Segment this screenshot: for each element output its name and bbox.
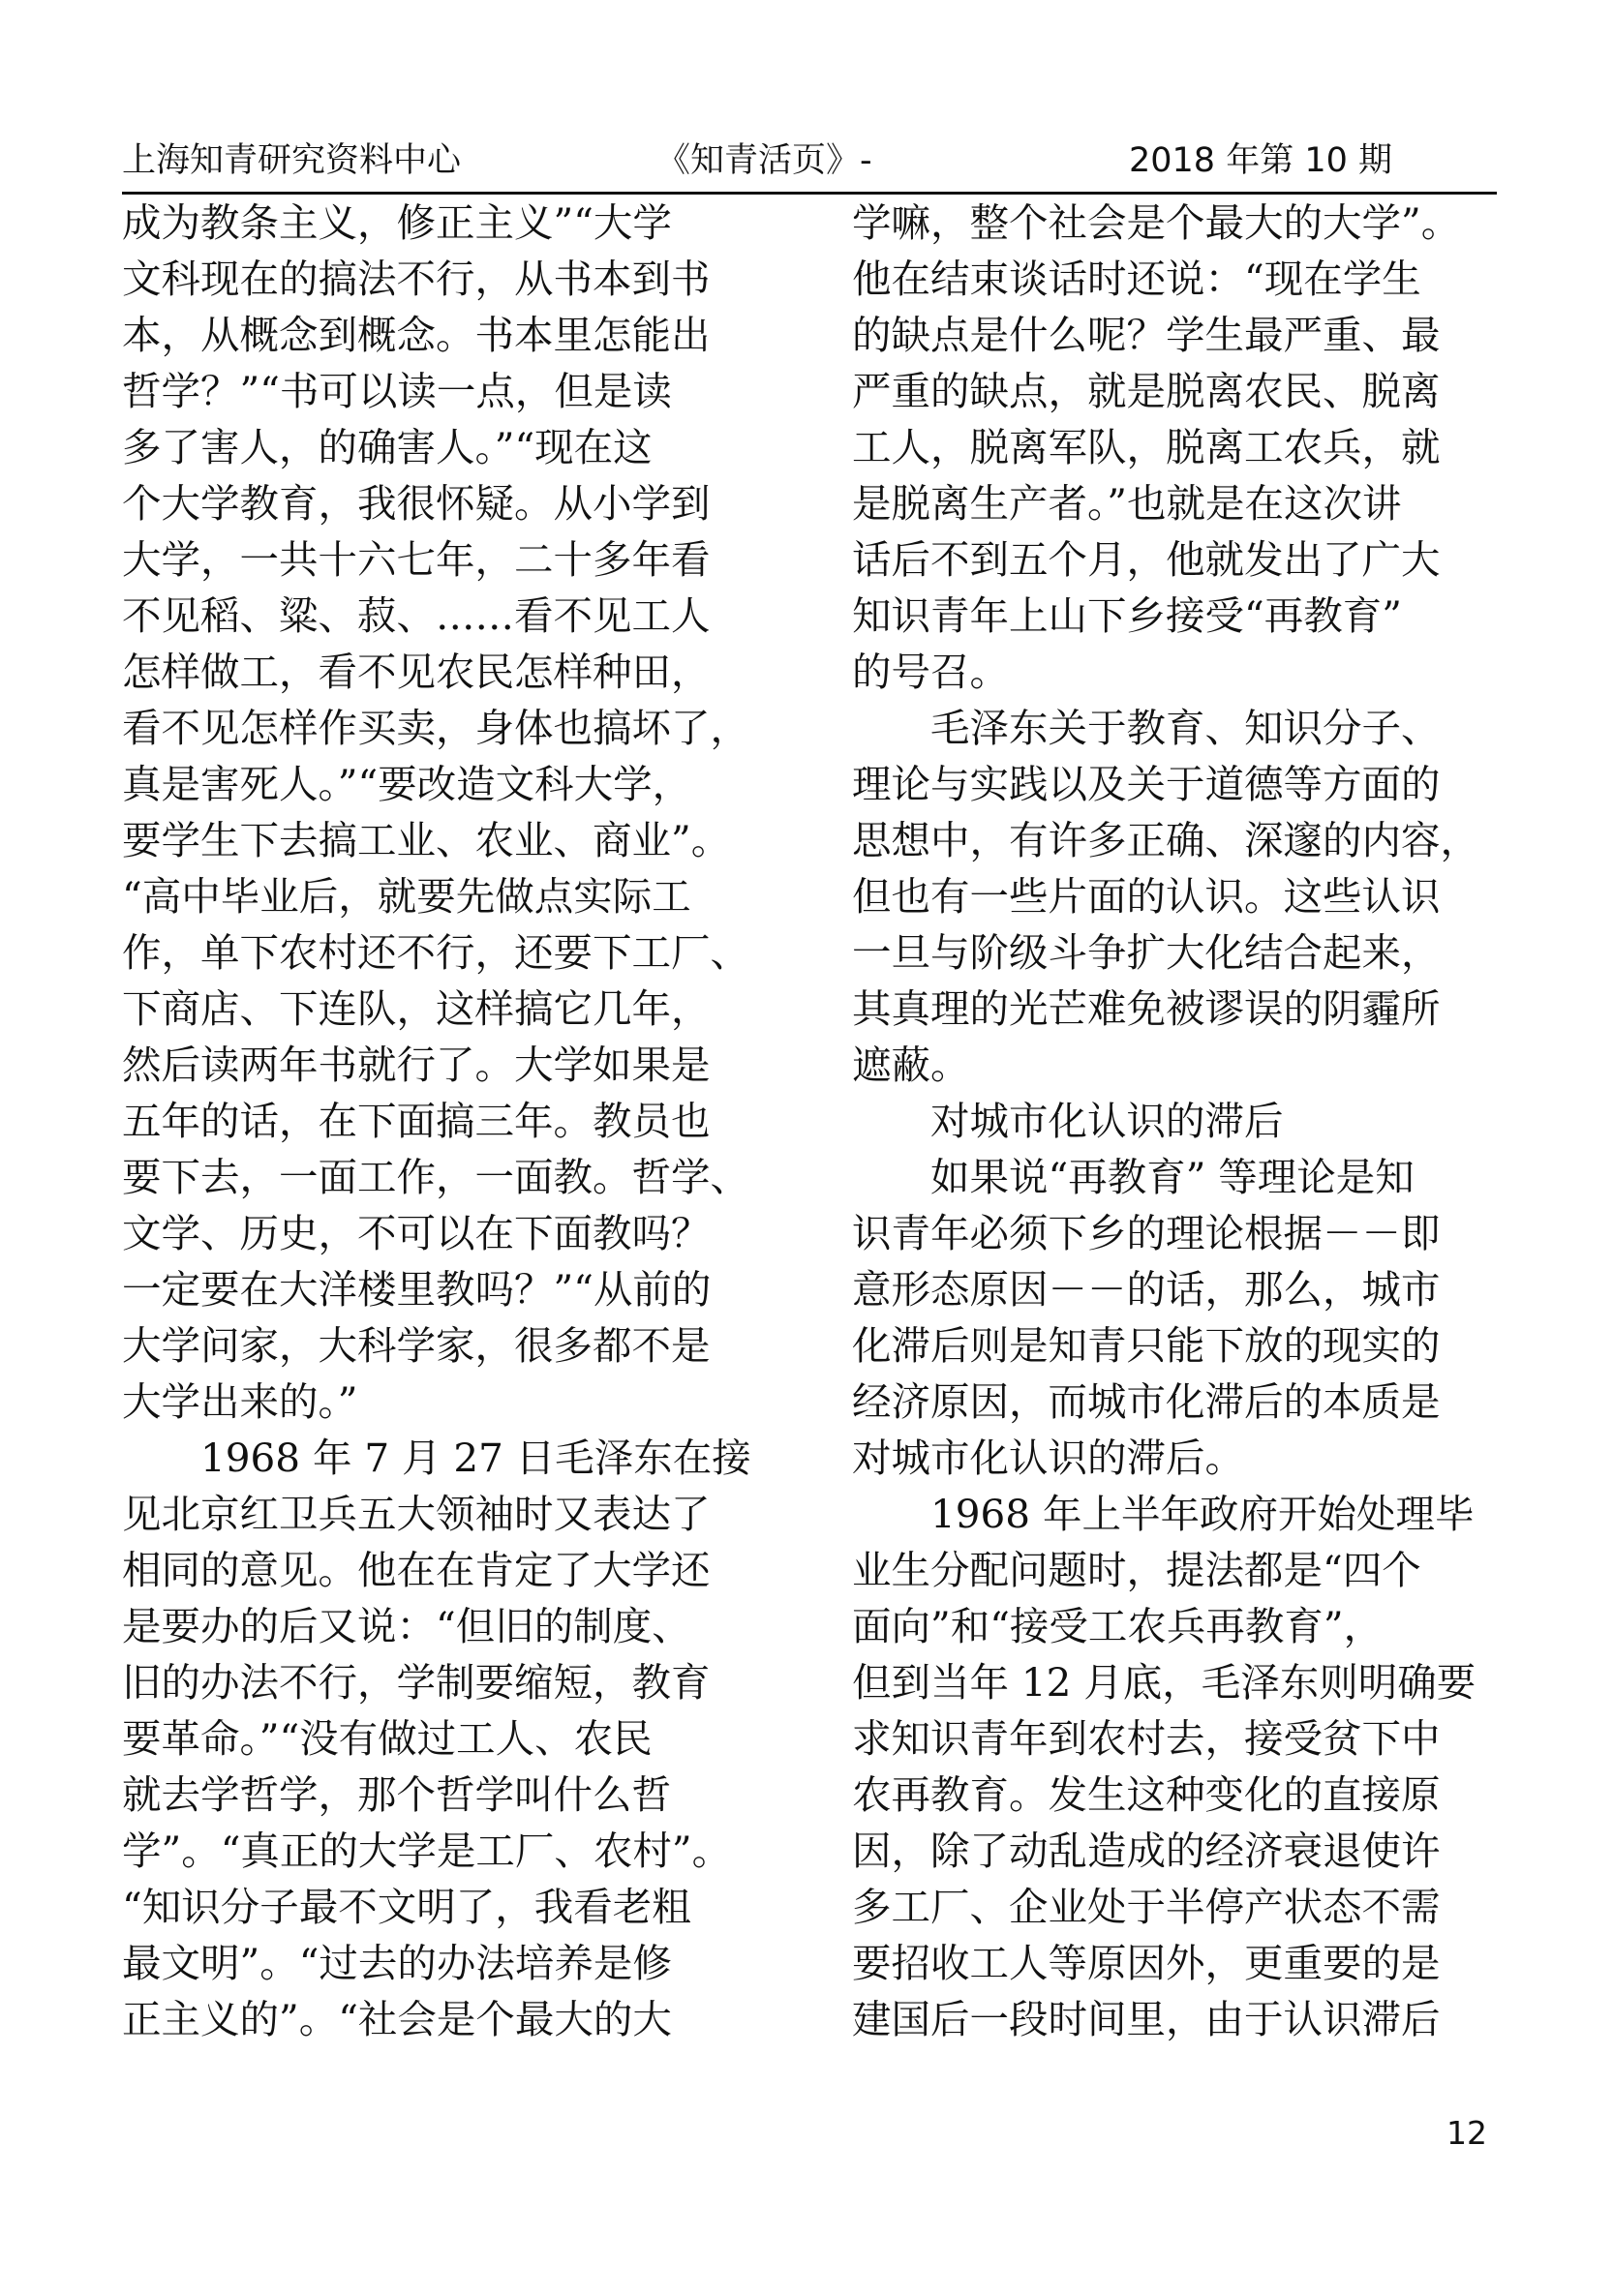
text-line: “高中毕业后，就要先做点实际工	[122, 873, 691, 920]
text-line: 多工厂、企业处于半停产状态不需	[852, 1884, 1441, 1930]
text-line: 不见稻、粱、菽、……看不见工人	[122, 592, 711, 639]
text-line: 严重的缺点，就是脱离农民、脱离	[852, 368, 1441, 414]
text-line: 其真理的光芒难免被谬误的阴霾所	[852, 985, 1441, 1032]
text-line: 正主义的”。“社会是个最大的大	[122, 1996, 672, 2042]
text-line: 要学生下去搞工业、农业、商业”。	[122, 817, 731, 863]
text-line: 见北京红卫兵五大领袖时又表达了	[122, 1491, 711, 1537]
text-line: 求知识青年到农村去，接受贫下中	[852, 1715, 1441, 1762]
text-line: 如果说“再教育” 等理论是知	[852, 1154, 1415, 1200]
text-line: 经济原因，而城市化滞后的本质是	[852, 1378, 1441, 1425]
text-line: 要下去，一面工作，一面教。哲学、	[122, 1154, 749, 1200]
text-line: 面向”和“接受工农兵再教育”，	[852, 1603, 1384, 1649]
text-line: 然后读两年书就行了。大学如果是	[122, 1042, 711, 1088]
text-line: 理论与实践以及关于道德等方面的	[852, 761, 1441, 807]
right-text-column	[852, 195, 1499, 2047]
text-line: 毛泽东关于教育、知识分子、	[852, 705, 1441, 751]
text-line: 学”。“真正的大学是工厂、农村”。	[122, 1828, 732, 1874]
text-line: 大学，一共十六七年，二十多年看	[122, 536, 711, 583]
text-line: 他在结束谈话时还说：“现在学生	[852, 256, 1421, 302]
text-line: 最文明”。“过去的办法培养是修	[122, 1940, 672, 1986]
header-organization: 上海知青研究资料中心	[122, 141, 462, 180]
text-line: 要革命。”“没有做过工人、农民	[122, 1715, 653, 1762]
text-line: 哲学？”“书可以读一点，但是读	[122, 368, 672, 414]
text-line: 就去学哲学，那个哲学叫什么哲	[122, 1771, 671, 1818]
text-line: 要招收工人等原因外，更重要的是	[852, 1940, 1441, 1986]
text-line: 思想中，有许多正确、深邃的内容，	[852, 817, 1479, 863]
text-line: 怎样做工，看不见农民怎样种田，	[122, 649, 711, 695]
text-line: 因，除了动乱造成的经济衰退使许	[852, 1828, 1441, 1874]
text-line: “知识分子最不文明了，我看老粗	[122, 1884, 691, 1930]
text-line: 看不见怎样作买卖，身体也搞坏了，	[122, 705, 749, 751]
text-line: 1968 年上半年政府开始处理毕	[852, 1491, 1475, 1537]
text-line: 五年的话，在下面搞三年。教员也	[122, 1098, 711, 1144]
text-line: 作，单下农村还不行，还要下工厂、	[122, 929, 749, 976]
text-line: 下商店、下连队，这样搞它几年，	[122, 985, 711, 1032]
text-line: 相同的意见。他在在肯定了大学还	[122, 1547, 711, 1593]
text-line: 学嘛，整个社会是个最大的大学”。	[852, 199, 1461, 246]
header-publication-title: 《知青活页》-	[656, 141, 872, 180]
text-line: 对城市化认识的滞后。	[852, 1435, 1244, 1481]
left-text-column	[122, 195, 761, 2047]
text-line: 识青年必须下乡的理论根据－－即	[852, 1210, 1441, 1256]
text-line: 1968 年 7 月 27 日毛泽东在接	[122, 1435, 751, 1481]
text-line: 工人，脱离军队，脱离工农兵，就	[852, 424, 1441, 470]
running-header	[122, 134, 1497, 188]
section-heading: 对城市化认识的滞后	[852, 1098, 1284, 1144]
text-line: 文学、历史，不可以在下面教吗？	[122, 1210, 711, 1256]
text-line: 本，从概念到概念。书本里怎能出	[122, 312, 711, 358]
text-line: 一定要在大洋楼里教吗？”“从前的	[122, 1266, 712, 1313]
text-line: 业生分配问题时，提法都是“四个	[852, 1547, 1421, 1593]
text-line: 建国后一段时间里，由于认识滞后	[852, 1996, 1441, 2042]
page-number: 12	[1446, 2114, 1487, 2152]
text-line: 一旦与阶级斗争扩大化结合起来，	[852, 929, 1441, 976]
text-line: 是脱离生产者。”也就是在这次讲	[852, 480, 1402, 527]
text-line: 化滞后则是知青只能下放的现实的	[852, 1322, 1441, 1369]
text-line: 农再教育。发生这种变化的直接原	[852, 1771, 1441, 1818]
text-line: 大学出来的。”	[122, 1378, 358, 1425]
text-line: 是要办的后又说：“但旧的制度、	[122, 1603, 691, 1649]
text-line: 遮蔽。	[852, 1042, 970, 1088]
text-line: 旧的办法不行，学制要缩短，教育	[122, 1659, 711, 1706]
text-line: 话后不到五个月，他就发出了广大	[852, 536, 1441, 583]
header-issue: 2018 年第 10 期	[1129, 141, 1392, 180]
text-line: 但到当年 12 月底，毛泽东则明确要	[852, 1659, 1476, 1706]
text-line: 多了害人，的确害人。”“现在这	[122, 424, 653, 470]
text-line: 的缺点是什么呢？学生最严重、最	[852, 312, 1441, 358]
text-line: 文科现在的搞法不行，从书本到书	[122, 256, 711, 302]
text-line: 真是害死人。”“要改造文科大学，	[122, 761, 692, 807]
text-line: 意形态原因－－的话，那么，城市	[852, 1266, 1441, 1313]
text-line: 的号召。	[852, 649, 1009, 695]
text-line: 成为教条主义，修正主义”“大学	[122, 199, 672, 246]
text-line: 大学问家，大科学家，很多都不是	[122, 1322, 711, 1369]
text-line: 知识青年上山下乡接受“再教育”	[852, 592, 1402, 639]
text-line: 但也有一些片面的认识。这些认识	[852, 873, 1441, 920]
text-line: 个大学教育，我很怀疑。从小学到	[122, 480, 711, 527]
